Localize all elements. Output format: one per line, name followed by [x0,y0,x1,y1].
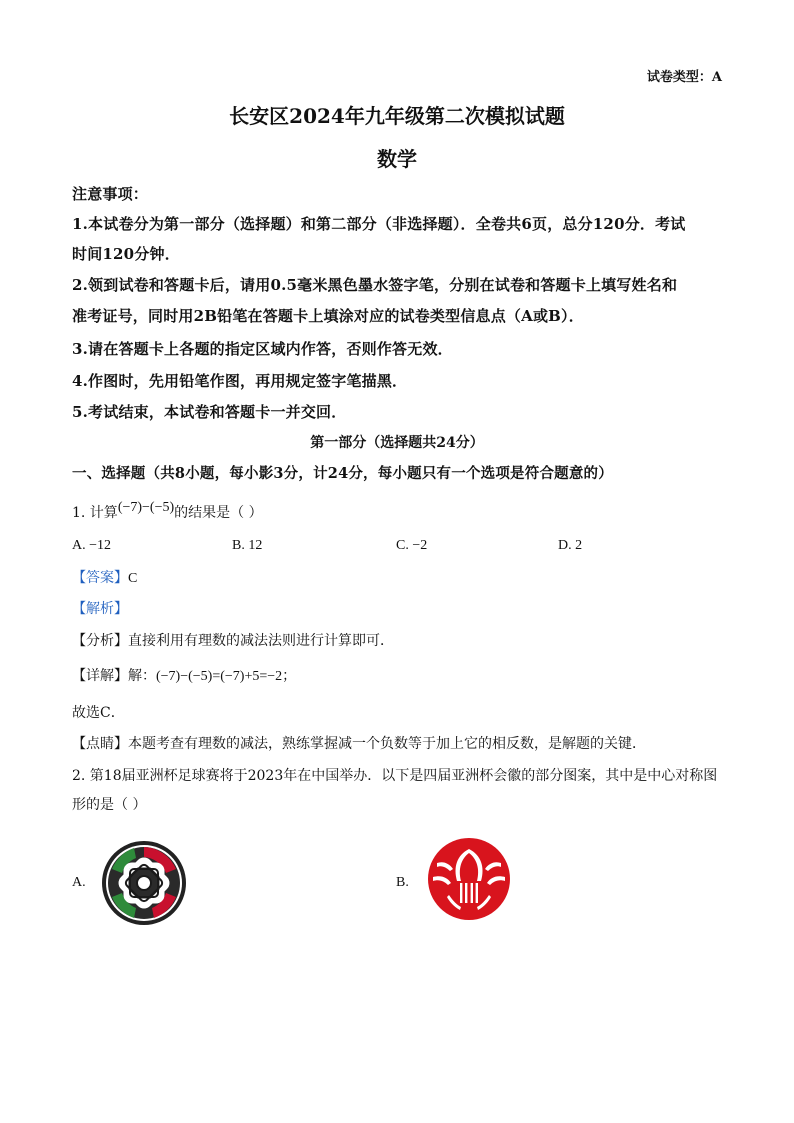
section-title: 一、选择题（共8小题，每小影3分，计24分，每小题只有一个选项是符合题意的） [72,465,613,482]
note-line: 5.考试结束，本试卷和答题卡一并交回． [72,403,347,421]
notes-heading: 注意事项： [72,185,149,203]
note-line: 准考证号，同时用2B铅笔在答题卡上填涂对应的试卷类型信息点（A或B）． [72,307,584,325]
q1-answer [72,567,137,587]
note-line: 时间120分钟． [72,245,180,263]
note-line: 2.领到试卷和答题卡后，请用0.5毫米黑色墨水签字笔，分别在试卷和答题卡上填写姓名和 [72,276,678,294]
note-line: 3.请在答题卡上各题的指定区域内作答，否则作答无效． [72,340,453,358]
q1-option-a: A. −12 [72,538,112,553]
q1-option-c: C. −2 [396,538,428,553]
detail-suffix: ； [282,668,297,684]
detail-tag: 【详解】 [72,668,128,684]
q1-fenxi [72,630,394,650]
fenxi-tag: 【分析】 [72,633,128,649]
question-1 [72,502,263,522]
note-line: 1.本试卷分为第一部分（选择题）和第二部分（非选择题）．全卷共6页，总分120分．考试 [72,215,686,233]
comment-text: 本题考查有理数的减法，熟练掌握减一个负数等于加上它的相反数，是解题的关键． [128,736,646,752]
subject-title: 数学 [377,147,417,171]
asian-cup-emblem-knot [100,839,188,927]
q1-option-d: D. 2 [558,538,583,553]
q1-suffix: 的结果是（ ） [174,505,263,521]
q1-option-b: B. 12 [232,538,263,553]
q1-comment [72,733,646,753]
exam-title: 长安区2024年九年级第二次模拟试题 [229,104,565,128]
q1-conclusion: 故选C． [72,705,125,721]
detail-expression: (−7)−(−5)=(−7)+5=−2 [156,669,283,684]
part1-title: 第一部分（选择题共24分） [310,435,484,451]
detail-prefix: 解： [128,668,156,684]
fenxi-text: 直接利用有理数的减法法则进行计算即可． [128,633,394,649]
asian-cup-emblem-crest [427,837,511,921]
question-2-line2: 形的是（ ） [72,797,147,813]
analysis-tag: 【解析】 [72,601,128,617]
q2-option-a-label: A. [72,875,86,890]
answer-value: C [128,571,138,586]
q1-analysis [72,598,128,618]
note-line: 4.作图时，先用铅笔作图，再用规定签字笔描黑． [72,372,408,390]
q2-option-b-label: B. [396,875,409,890]
q1-expression: (−7)−(−5) [117,500,175,515]
comment-tag: 【点睛】 [72,736,128,752]
answer-tag: 【答案】 [72,570,128,586]
paper-type: 试卷类型：A [646,70,722,85]
q1-prefix: 1. 计算 [72,505,118,521]
q1-detail [72,665,296,685]
question-2-line1: 2. 第18届亚洲杯足球赛将于2023年在中国举办．以下是四届亚洲杯会徽的部分图案，其中是中心对称图 [72,768,718,784]
